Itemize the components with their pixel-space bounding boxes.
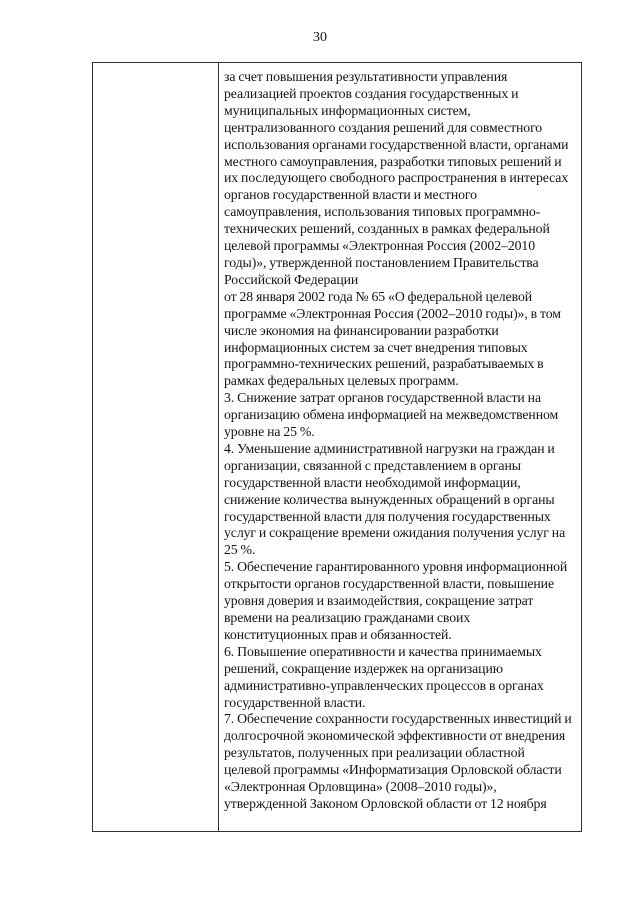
text-line: конституционных прав и обязанностей. [224,626,452,642]
text-line: от 28 января 2002 года № 65 «О федеральной целевой [224,288,533,304]
page-number: 30 [313,30,327,45]
text-line: уровня доверия и взаимодействия, сокращение затрат [224,593,534,609]
right-cell-text [219,63,581,813]
text-line: административно-управленческих процессов в органах [224,677,544,693]
text-line: программе «Электронная Россия (2002–2010 годы)», в том [224,305,561,321]
text-line: «Электронная Орловщина» (2008–2010 годы)», [224,779,497,795]
text-line: государственной власти необходимой информации, [224,474,521,490]
text-line: целевой программы «Электронная Россия (2002–2010 [224,238,536,254]
text-line: 4. Уменьшение административной нагрузки на граждан и [224,440,555,456]
text-line: числе экономия на финансировании разработки [224,322,499,338]
text-line: Российской Федерации [224,271,359,287]
text-line: муниципальных информационных систем, [224,102,471,118]
text-line: государственной власти. [224,694,366,710]
right-cell [219,63,582,832]
text-line: государственной власти для получения государственных [224,508,551,524]
text-line: их последующего свободного распространения в интересах [224,170,569,186]
text-line: времени на реализацию гражданами своих [224,610,471,625]
text-line: 25 %. [224,542,256,558]
left-cell [93,63,219,832]
text-line: 5. Обеспечение гарантированного уровня информационной [224,559,568,575]
text-line: годы)», утвержденной постановлением Правительства [224,254,539,270]
text-line: организацию обмена информацией на межведомственном [224,407,559,423]
table-row [93,63,582,832]
text-line: услуг и сокращение времени ожидания получения услуг на [224,525,566,541]
text-line: 7. Обеспечение сохранности государственных инвестиций и [224,711,572,727]
text-line: открытости органов государственной власти, повышение [224,576,554,592]
text-line: программно-технических решений, разрабатываемых в [224,356,544,372]
text-line: реализацией проектов создания государственных и [224,85,519,101]
text-line: информационных систем за счет внедрения типовых [224,339,528,355]
text-line: самоуправления, использования типовых программно- [224,204,541,220]
text-line: утвержденной Законом Орловской области от 12 ноября [224,795,547,811]
text-line: использования органами государственной власти, органами [224,136,569,152]
text-line: местного самоуправления, разработки типовых решений и [224,153,562,169]
text-line: целевой программы «Информатизация Орловской области [224,762,562,778]
text-line: 3. Снижение затрат органов государственной власти на [224,390,541,406]
document-table [92,62,582,832]
text-line: рамках федеральных целевых программ. [224,373,459,389]
text-line: снижение количества вынужденных обращений в органы [224,491,555,507]
text-line: решений, сокращение издержек на организацию [224,660,503,676]
text-line: за счет повышения результативности управления [224,69,508,84]
text-line: централизованного создания решений для совместного [224,119,543,135]
text-line: уровне на 25 %. [224,424,315,440]
text-line: долгосрочной экономической эффективности от внедрения [224,728,566,744]
text-line: технических решений, созданных в рамках федеральной [224,221,550,237]
text-line: 6. Повышение оперативности и качества принимаемых [224,643,542,659]
text-line: органов государственной власти и местного [224,187,477,203]
text-line: результатов, полученных при реализации областной [224,745,525,761]
text-line: организации, связанной с представлением в органы [224,457,521,473]
